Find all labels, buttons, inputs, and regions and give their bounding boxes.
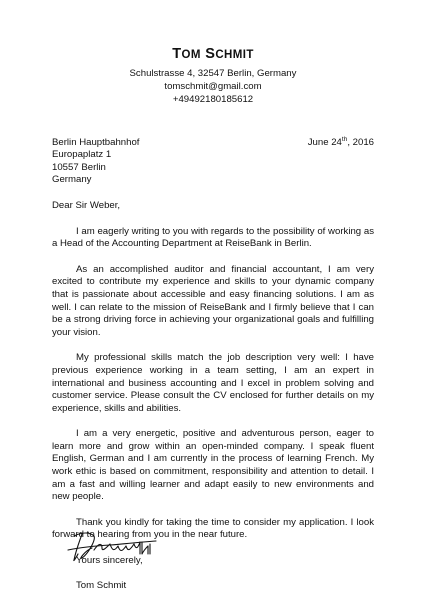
handwritten-signature [64, 520, 164, 564]
recipient-line-3: 10557 Berlin [52, 161, 106, 173]
recipient-line-2: Europaplatz 1 [52, 149, 112, 161]
date-year: , 2016 [347, 136, 374, 148]
sender-email: tomschmit@gmail.com [164, 81, 262, 93]
date-suffix: th [341, 135, 348, 143]
body-paragraph: As an accomplished auditor and financial accountant, I am very excited to contribute my experience and skills to your dynamic company that is passionate about accessible and easy financing solutions. I am as well. I can relate to the mission of ReiseBank and I firmly believe that I can be a strong driving force in achieving your organizational goals and fulfilling your vision. [52, 263, 374, 338]
recipient-and-date [52, 137, 374, 187]
name-last-initial: S [205, 46, 216, 62]
letter-header [52, 46, 374, 107]
body-paragraph: Thank you kindly for taking the time to consider my application. I look forward to hearing from you in the near future. [52, 516, 374, 541]
sender-phone: +49492180185612 [172, 94, 254, 106]
body-paragraph: I am eagerly writing to you with regards to the possibility of working as a Head of the Accounting Department at ReiseBank in Berlin. [52, 225, 374, 250]
letter-date [308, 137, 374, 150]
sender-name [52, 46, 374, 63]
name-first-initial: T [172, 46, 182, 62]
closing: Yours sincerely, [76, 555, 143, 567]
date-day: June 24 [307, 136, 342, 148]
name-first-rest: OM [181, 49, 201, 61]
salutation: Dear Sir Weber, [52, 199, 121, 211]
recipient-line-1: Berlin Hauptbahnhof [52, 136, 140, 148]
sender-address: Schulstrasse 4, 32547 Berlin, Germany [129, 68, 297, 79]
signature-name: Tom Schmit [76, 579, 127, 591]
name-last-rest: CHMIT [215, 49, 254, 61]
body-paragraph: My professional skills match the job description very well: I have previous experience working in a team setting, I am an expert in international and business accounting and I excel in problem solving and customer service. Please consult the CV enclosed for further details on my experience, skills and abilities. [52, 352, 374, 414]
body-paragraph: I am a very energetic, positive and adventurous person, eager to learn more and grow within an open-minded company. I speak fluent English, German and I am currently in the process of learning French. My work ethic is based on commitment, responsibility and attention to detail. I am a fast and willing learner and adapt easily to new environments and new people. [52, 428, 374, 503]
recipient-line-4: Germany [52, 174, 92, 186]
